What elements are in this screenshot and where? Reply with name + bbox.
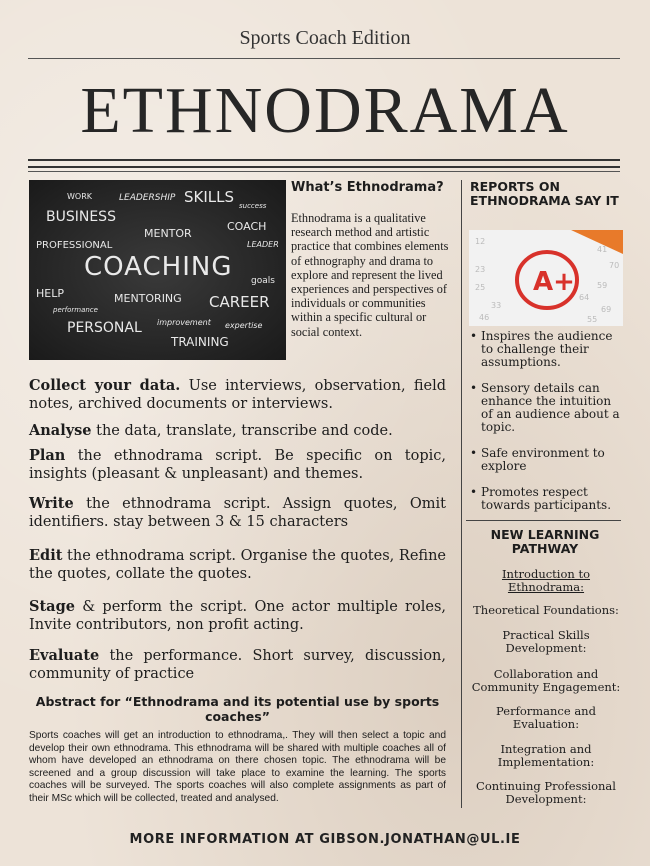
column-divider xyxy=(461,180,462,808)
pathway-item-theory: Theoretical Foundations: xyxy=(473,603,619,617)
chalk-word: COACH xyxy=(227,220,267,233)
graded-paper-image xyxy=(469,230,623,326)
svg-text:64: 64 xyxy=(579,293,590,302)
grade-text: A+ xyxy=(533,267,575,297)
chalk-word: PERSONAL xyxy=(67,320,142,336)
step-lead: Analyse xyxy=(29,422,92,439)
chalk-word: improvement xyxy=(157,318,211,327)
edition-label: Sports Coach Edition xyxy=(239,27,411,49)
chalk-word: WORK xyxy=(67,192,93,201)
step-text: the ethnodrama script. Organise the quotes, Refine the quotes, collate the quotes. xyxy=(29,548,446,582)
step-evaluate xyxy=(29,647,446,683)
chalk-word: HELP xyxy=(36,287,64,300)
pathway-item-introduction[interactable]: Introduction to Ethnodrama: xyxy=(501,567,591,594)
step-stage xyxy=(29,598,446,634)
chalk-word: PROFESSIONAL xyxy=(36,240,113,251)
svg-text:46: 46 xyxy=(479,313,490,322)
chalk-word: expertise xyxy=(225,321,263,330)
step-text: Use interviews, observation, field notes, archived documents or interviews. xyxy=(29,378,446,412)
list-item: • Promotes respect towards participants. xyxy=(470,486,620,512)
pathway-item-performance: Performance and Evaluation: xyxy=(496,704,596,731)
pathway-item-collaboration: Collaboration and Community Engagement: xyxy=(471,667,621,694)
step-lead: Stage xyxy=(29,598,75,615)
svg-text:23: 23 xyxy=(475,265,486,274)
page-title: ETHNODRAMA xyxy=(80,74,570,147)
svg-text:25: 25 xyxy=(475,283,486,292)
chalk-word: success xyxy=(239,202,267,210)
svg-text:70: 70 xyxy=(609,261,620,270)
pathway-item-practical: Practical Skills Development: xyxy=(502,628,590,655)
chalk-word: goals xyxy=(251,276,275,286)
title-rule xyxy=(28,166,620,168)
step-analyse xyxy=(29,422,446,441)
pathway-item-cpd: Continuing Professional Development: xyxy=(476,779,616,806)
step-text: the data, translate, transcribe and code. xyxy=(91,423,393,439)
right-column-rule xyxy=(466,520,621,521)
step-text: the ethnodrama script. Be specific on topic, insights (pleasant & unpleasant) and themes. xyxy=(29,448,446,482)
title-rule xyxy=(28,159,620,161)
abstract-heading: Abstract for “Ethnodrama and its potential use by sports coaches” xyxy=(35,694,440,724)
chalk-word: TRAINING xyxy=(171,335,229,349)
abstract-body: Sports coaches will get an introduction to ethnodrama,. They will then select a topic and develop their own ethnodrama. This ethnodrama will be shared with multiple coaches all of whom have developed an ethnodrama on there chosen topic. The ethnodrama will be screened and a group discussion will take place to examine the learning. The sports coaches will be surveyed. The sports coaches will also complete assignments as part of their MSc which will be collected, treated and analysed. xyxy=(29,730,446,804)
chalk-word: performance xyxy=(53,306,98,314)
step-plan xyxy=(29,447,446,483)
svg-text:59: 59 xyxy=(597,281,608,290)
chalk-word: MENTORING xyxy=(114,292,182,305)
chalk-word: LEADER xyxy=(247,240,279,249)
intro-body: Ethnodrama is a qualitative research method and artistic practice that combines elements of ethnography and drama to explore and represent the lived experiences and perspectives of individuals or communities within a specific cultural or social context. xyxy=(291,211,449,339)
chalk-word: MENTOR xyxy=(144,227,192,240)
coaching-chalkboard-image xyxy=(29,180,286,360)
chalk-word: LEADERSHIP xyxy=(119,193,176,203)
top-rule xyxy=(28,58,620,59)
step-text: the performance. Short survey, discussion, community of practice xyxy=(29,648,446,682)
reports-heading: REPORTS ON ETHNODRAMA SAY IT xyxy=(470,179,619,208)
step-text: & perform the script. One actor multiple roles, Invite contributors, non profit acting. xyxy=(29,599,446,633)
svg-text:69: 69 xyxy=(601,305,612,314)
pathway-item-integration: Integration and Implementation: xyxy=(497,742,595,769)
chalk-word: COACHING xyxy=(84,252,233,282)
list-item: • Inspires the audience to challenge their assumptions. xyxy=(470,330,620,369)
step-collect xyxy=(29,377,446,413)
chalk-word: CAREER xyxy=(209,293,270,311)
step-write xyxy=(29,495,446,531)
step-text: the ethnodrama script. Assign quotes, Omit identifiers. stay between 3 & 15 characters xyxy=(29,496,446,530)
reports-bullet-list xyxy=(470,330,620,525)
graded-paper-illustration xyxy=(469,230,623,326)
list-item: • Safe environment to explore xyxy=(470,447,620,473)
step-lead: Collect your data. xyxy=(29,377,181,394)
intro-heading: What’s Ethnodrama? xyxy=(291,180,444,195)
svg-text:33: 33 xyxy=(491,301,502,310)
chalk-word: SKILLS xyxy=(184,188,235,206)
list-item: • Sensory details can enhance the intuition of an audience about a topic. xyxy=(470,382,620,434)
step-lead: Plan xyxy=(29,447,66,464)
chalk-word: BUSINESS xyxy=(46,209,116,225)
step-lead: Evaluate xyxy=(29,647,100,664)
step-lead: Write xyxy=(29,495,74,512)
svg-text:55: 55 xyxy=(587,315,598,324)
svg-text:41: 41 xyxy=(597,245,608,254)
title-rule xyxy=(28,171,620,172)
step-edit xyxy=(29,547,446,583)
contact-footer[interactable]: MORE INFORMATION AT GIBSON.JONATHAN@UL.IE xyxy=(129,832,521,847)
step-lead: Edit xyxy=(29,547,63,564)
svg-text:12: 12 xyxy=(475,237,486,246)
pathway-heading: NEW LEARNING PATHWAY xyxy=(490,527,600,556)
